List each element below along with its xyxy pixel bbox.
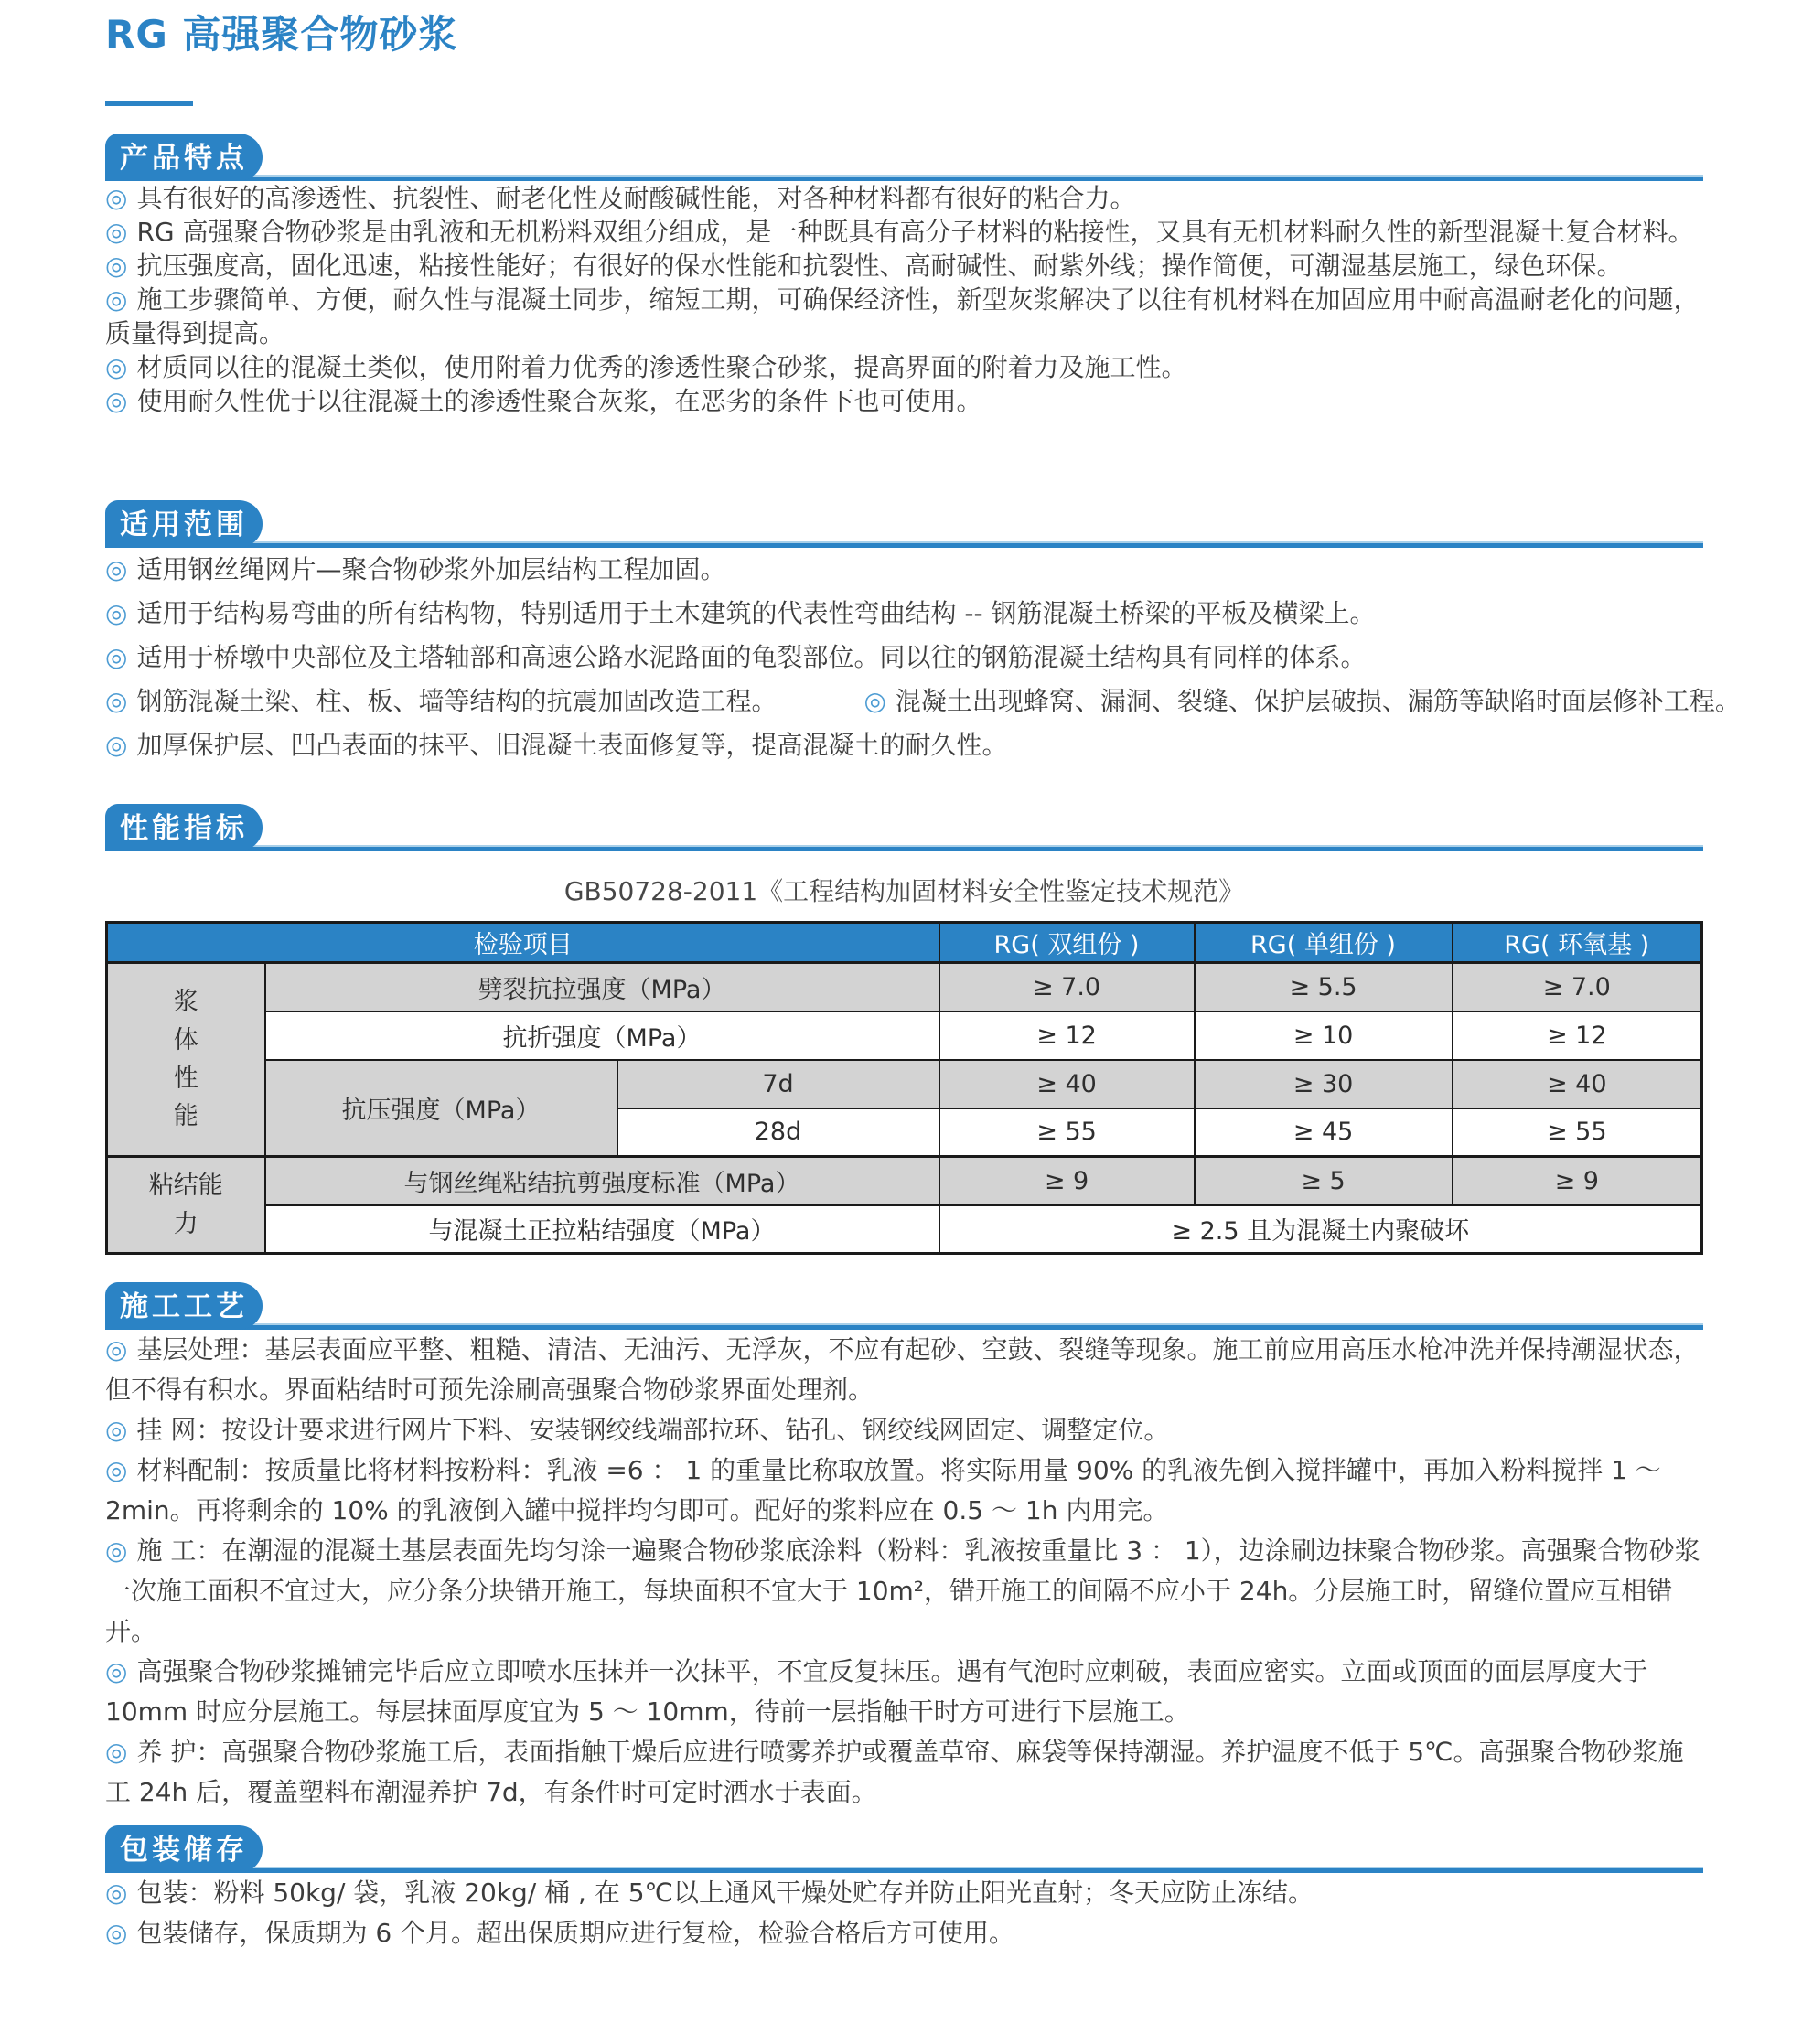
process-text: 基层处理：基层表面应平整、粗糙、清洁、无油污、无浮灰，不应有起砂、空鼓、裂缝等现象。施工前应用高压水枪冲洗并保持潮湿状态，但不得有积水。界面粘结时可预先涂刷高强聚合物砂浆界面处理剂。	[105, 1334, 1700, 1405]
bullet-icon: ◎	[105, 730, 128, 760]
packaging-text: 包装：粉料 50kg/ 袋，乳液 20kg/ 桶 , 在 5℃以上通风干燥处贮存并防止阳光直射；冬天应防止冻结。	[136, 1878, 1314, 1908]
scope-item	[105, 592, 1703, 636]
scope-text: 适用钢丝绳网片—聚合物砂浆外加层结构工程加固。	[136, 554, 726, 584]
process-item	[105, 1531, 1703, 1652]
group-label: 浆体性能	[173, 987, 198, 1131]
feature-item	[105, 283, 1703, 350]
section-heading-process: 施工工艺	[105, 1282, 263, 1330]
bullet-icon: ◎	[105, 686, 128, 716]
scope-list	[105, 548, 1741, 767]
banner-rule	[105, 1867, 1703, 1873]
row-label-compressive: 抗压强度（MPa）	[265, 1060, 617, 1157]
section-heading-performance: 性能指标	[105, 804, 263, 851]
table-row-split-tensile	[107, 963, 1702, 1011]
banner-rule	[105, 175, 1703, 181]
col-header-item: 检验项目	[107, 923, 939, 963]
row-label: 抗折强度（MPa）	[265, 1011, 939, 1060]
process-item	[105, 1410, 1703, 1450]
row-label: 与钢丝绳粘结抗剪强度标准（MPa）	[265, 1157, 939, 1205]
feature-item	[105, 215, 1703, 249]
feature-text: 施工步骤简单、方便，耐久性与混凝土同步，缩短工期，可确保经济性，新型灰浆解决了以往有机材料在加固应用中耐高温耐老化的问题，质量得到提高。	[105, 284, 1700, 348]
features-list	[105, 181, 1703, 418]
bullet-icon: ◎	[105, 352, 128, 382]
process-item	[105, 1330, 1703, 1410]
process-text: 高强聚合物砂浆摊铺完毕后应立即喷水压抹并一次抹平，不宜反复抹压。遇有气泡时应刺破，表面应密实。立面或顶面的面层厚度大于 10mm 时应分层施工。每层抹面厚度宜为 5 ～ 10mm，待前一层指触干时方可进行下层施工。	[105, 1656, 1648, 1727]
banner-rule	[105, 1323, 1703, 1330]
feature-text: 抗压强度高，固化迅速，粘接性能好；有很好的保水性能和抗裂性、高耐碱性、耐紫外线；操作简便，可潮湿基层施工，绿色环保。	[136, 251, 1623, 281]
process-item	[105, 1450, 1703, 1531]
value-rg-epoxy: ≥ 12	[1453, 1011, 1702, 1060]
process-list	[105, 1330, 1703, 1813]
row-group-slurry-performance	[107, 963, 265, 1157]
section-banner-process	[105, 1282, 1703, 1330]
process-text: 施 工：在潮湿的混凝土基层表面先均匀涂一遍聚合物砂浆底涂料（粉料：乳液按重量比 3 ： 1），边涂刷边抹聚合物砂浆。高强聚合物砂浆一次施工面积不宜过大，应分条分块错开施工，每块面积不宜大于 10m²，错开施工的间隔不应小于 24h。分层施工时，留缝位置应互相错开。	[105, 1536, 1700, 1646]
section-banner-scope	[105, 500, 1703, 548]
bullet-icon: ◎	[105, 1878, 128, 1908]
bullet-icon: ◎	[105, 1536, 128, 1566]
bullet-icon: ◎	[105, 1737, 128, 1767]
value-rg-one: ≥ 45	[1195, 1108, 1453, 1157]
row-label: 劈裂抗拉强度（MPa）	[265, 963, 939, 1011]
feature-item	[105, 350, 1703, 384]
page-title: RG 高强聚合物砂浆	[105, 12, 458, 57]
packaging-list	[105, 1873, 1703, 1953]
scope-item	[105, 680, 777, 723]
packaging-item	[105, 1913, 1703, 1953]
bullet-icon: ◎	[105, 1455, 128, 1485]
table-row-compressive-7d	[107, 1060, 1702, 1108]
scope-item	[105, 723, 1703, 767]
value-rg-one: ≥ 10	[1195, 1011, 1453, 1060]
packaging-item	[105, 1873, 1703, 1913]
performance-table	[105, 921, 1703, 1255]
bullet-icon: ◎	[105, 642, 128, 672]
value-rg-epoxy: ≥ 40	[1453, 1060, 1702, 1108]
value-rg-two: ≥ 40	[939, 1060, 1195, 1108]
scope-text: 适用于桥墩中央部位及主塔轴部和高速公路水泥路面的龟裂部位。同以往的钢筋混凝土结构具有同样的体系。	[136, 642, 1367, 672]
value-rg-two: ≥ 7.0	[939, 963, 1195, 1011]
value-rg-two: ≥ 12	[939, 1011, 1195, 1060]
value-rg-one: ≥ 30	[1195, 1060, 1453, 1108]
banner-rule	[105, 541, 1703, 548]
bullet-icon: ◎	[105, 554, 128, 584]
page-header	[105, 13, 1703, 106]
section-banner-packaging	[105, 1825, 1703, 1873]
bullet-icon: ◎	[105, 1415, 128, 1445]
section-banner-features	[105, 134, 1703, 181]
col-header-rg-one-part: RG( 单组份 )	[1195, 923, 1453, 963]
feature-item	[105, 384, 1703, 418]
scope-text: 加厚保护层、凹凸表面的抹平、旧混凝土表面修复等，提高混凝土的耐久性。	[136, 730, 1008, 760]
group-label: 粘结能力	[148, 1171, 223, 1238]
bullet-icon: ◎	[105, 1334, 128, 1364]
bullet-icon: ◎	[105, 217, 128, 247]
feature-item	[105, 249, 1703, 283]
scope-text: 适用于结构易弯曲的所有结构物，特别适用于土木建筑的代表性弯曲结构 -- 钢筋混凝土桥梁的平板及横梁上。	[136, 598, 1376, 628]
row-group-bonding-capacity	[107, 1157, 265, 1254]
value-rg-epoxy: ≥ 7.0	[1453, 963, 1702, 1011]
scope-item	[105, 636, 1703, 680]
value-merged: ≥ 2.5 且为混凝土内聚破坏	[939, 1205, 1702, 1254]
section-heading-scope: 适用范围	[105, 500, 263, 548]
process-item	[105, 1652, 1703, 1732]
table-row-wire-shear	[107, 1157, 1702, 1205]
col-header-rg-epoxy: RG( 环氧基 )	[1453, 923, 1702, 963]
scope-item	[863, 680, 1740, 723]
process-item	[105, 1732, 1703, 1813]
table-header-row	[107, 923, 1702, 963]
bullet-icon: ◎	[105, 1918, 128, 1948]
bullet-icon: ◎	[105, 598, 128, 628]
scope-text: 钢筋混凝土梁、柱、板、墙等结构的抗震加固改造工程。	[136, 686, 778, 716]
sub-row-label-28d: 28d	[617, 1108, 939, 1157]
feature-text: RG 高强聚合物砂浆是由乳液和无机粉料双组分组成，是一种既具有高分子材料的粘接性，又具有无机材料耐久性的新型混凝土复合材料。	[136, 217, 1694, 247]
value-rg-two: ≥ 55	[939, 1108, 1195, 1157]
bullet-icon: ◎	[105, 284, 128, 315]
col-header-rg-two-part: RG( 双组份 )	[939, 923, 1195, 963]
scope-item-pair	[105, 680, 1741, 723]
value-rg-one: ≥ 5.5	[1195, 963, 1453, 1011]
feature-text: 使用耐久性优于以往混凝土的渗透性聚合灰浆，在恶劣的条件下也可使用。	[136, 386, 982, 416]
scope-text: 混凝土出现蜂窝、漏洞、裂缝、保护层破损、漏筋等缺陷时面层修补工程。	[895, 686, 1741, 716]
value-rg-one: ≥ 5	[1195, 1157, 1453, 1205]
section-heading-packaging: 包装储存	[105, 1825, 263, 1873]
bullet-icon: ◎	[105, 183, 128, 213]
table-caption: GB50728-2011《工程结构加固材料安全性鉴定技术规范》	[563, 876, 1245, 906]
table-row-concrete-bond	[107, 1205, 1702, 1254]
banner-rule	[105, 845, 1703, 851]
feature-text: 具有很好的高渗透性、抗裂性、耐老化性及耐酸碱性能，对各种材料都有很好的粘合力。	[136, 183, 1136, 213]
bullet-icon: ◎	[105, 251, 128, 281]
bullet-icon: ◎	[105, 386, 128, 416]
value-rg-epoxy: ≥ 55	[1453, 1108, 1702, 1157]
process-text: 养 护：高强聚合物砂浆施工后，表面指触干燥后应进行喷雾养护或覆盖草帘、麻袋等保持潮湿。养护温度不低于 5℃。高强聚合物砂浆施工 24h 后，覆盖塑料布潮湿养护 7d，有条件时可定时洒水于表面。	[105, 1737, 1684, 1807]
process-text: 挂 网：按设计要求进行网片下料、安装钢绞线端部拉环、钻孔、钢绞线网固定、调整定位。	[136, 1415, 1170, 1445]
process-text: 材料配制：按质量比将材料按粉料：乳液 =6 ： 1 的重量比称取放置。将实际用量 90% 的乳液先倒入搅拌罐中，再加入粉料搅拌 1 ～ 2min。再将剩余的 10% 的乳液倒入罐中搅拌均匀即可。配好的浆料应在 0.5 ～ 1h 内用完。	[105, 1455, 1661, 1525]
title-underline-decoration	[105, 101, 193, 106]
bullet-icon: ◎	[863, 686, 886, 716]
feature-text: 材质同以往的混凝土类似，使用附着力优秀的渗透性聚合砂浆，提高界面的附着力及施工性。	[136, 352, 1187, 382]
sub-row-label-7d: 7d	[617, 1060, 939, 1108]
value-rg-epoxy: ≥ 9	[1453, 1157, 1702, 1205]
table-row-flexural	[107, 1011, 1702, 1060]
section-heading-features: 产品特点	[105, 134, 263, 181]
value-rg-two: ≥ 9	[939, 1157, 1195, 1205]
bullet-icon: ◎	[105, 1656, 128, 1686]
packaging-text: 包装储存，保质期为 6 个月。超出保质期应进行复检，检验合格后方可使用。	[136, 1918, 1015, 1948]
section-banner-performance	[105, 804, 1703, 851]
scope-item	[105, 548, 1703, 592]
feature-item	[105, 181, 1703, 215]
row-label: 与混凝土正拉粘结强度（MPa）	[265, 1205, 939, 1254]
